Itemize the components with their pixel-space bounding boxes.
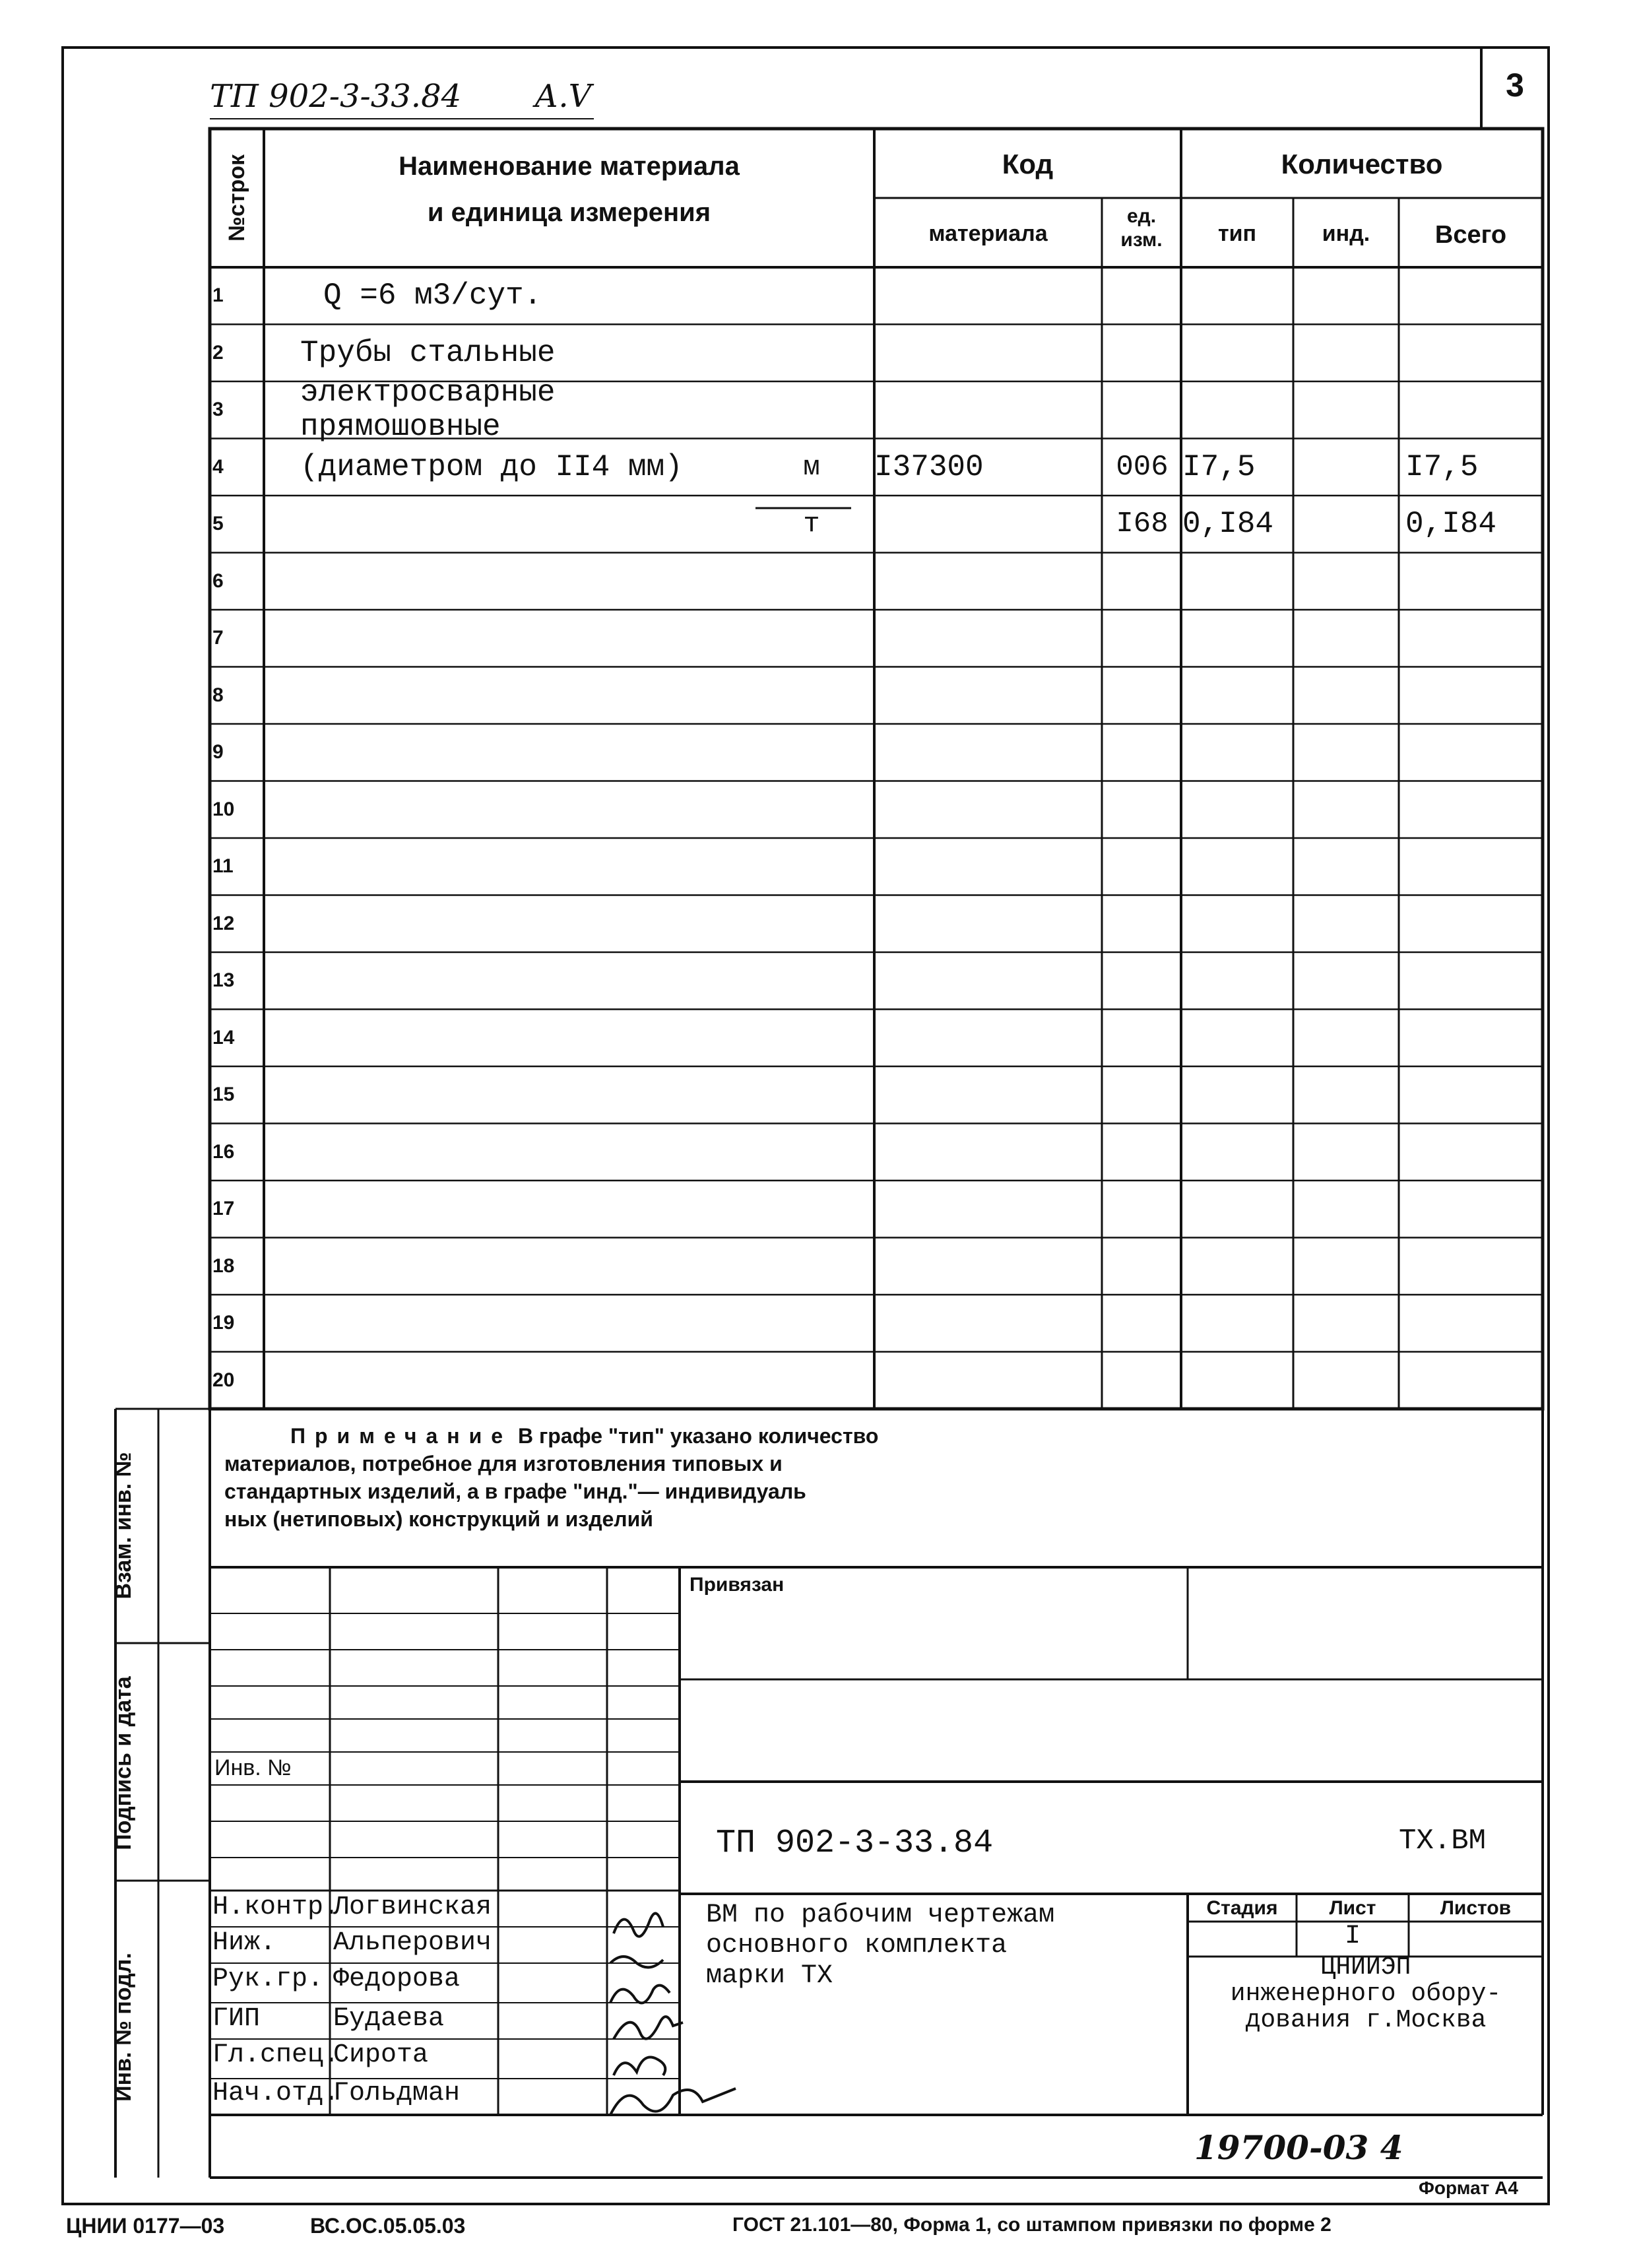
- row-number: 13: [212, 969, 235, 992]
- page-number: 3: [1506, 67, 1524, 104]
- row-number: 8: [212, 684, 224, 706]
- stamp-sheets-label: Листов: [1440, 1897, 1512, 1919]
- signer-role: ГИП: [212, 2004, 261, 2034]
- row-unit-code: [1103, 1066, 1181, 1124]
- signer-name: Федорова: [333, 1964, 461, 1994]
- org-line2: инженерного обору-: [1230, 1980, 1502, 2008]
- row-name: [300, 1010, 755, 1067]
- row-name: электросварные прямошовные: [300, 375, 556, 445]
- row-unit-code: [1103, 895, 1181, 953]
- row-unit: м: [803, 451, 820, 483]
- note-line1: В графе "тип" указано количество: [517, 1424, 879, 1448]
- stamp-title-line1: ВМ по рабочим чертежам: [706, 1900, 1055, 1930]
- row-unit: [755, 610, 868, 667]
- row-material-code: [874, 724, 1102, 781]
- row-ind-qty: [1295, 667, 1399, 725]
- row-unit-code: [1103, 1010, 1181, 1067]
- row-name: [300, 1352, 755, 1409]
- row-number: 17: [212, 1198, 235, 1220]
- row-name: [300, 1066, 755, 1124]
- row-name: [300, 496, 755, 553]
- row-type-qty: [1182, 381, 1293, 439]
- signer-name: Будаева: [333, 2004, 445, 2034]
- row-unit-code: [1103, 1352, 1181, 1409]
- col-name-header-line1: Наименование материала: [399, 152, 740, 181]
- signature-1: [614, 1914, 663, 1937]
- signature-4: [614, 2017, 683, 2039]
- row-ind-qty: [1295, 1295, 1399, 1352]
- row-unit: [755, 667, 868, 725]
- row-unit-code: [1103, 1124, 1181, 1181]
- signer-role: Ниж.: [212, 1928, 276, 1958]
- col-unit-header: ед. изм.: [1120, 205, 1163, 251]
- format-label: Формат А4: [1419, 2178, 1518, 2198]
- row-ind-qty: [1295, 1010, 1399, 1067]
- row-unit: [755, 553, 868, 610]
- row-type-qty: [1182, 1295, 1293, 1352]
- signer-name: Гольдман: [333, 2079, 461, 2108]
- row-type-qty: [1182, 1010, 1293, 1067]
- row-total-qty: [1405, 895, 1543, 953]
- note-line2: материалов, потребное для изготовления типовых и: [224, 1452, 783, 1475]
- row-unit-code: [1103, 267, 1181, 325]
- row-unit: [755, 1238, 868, 1295]
- row-material-code: [874, 1295, 1102, 1352]
- row-type-qty: [1182, 325, 1293, 382]
- row-type-qty: [1182, 667, 1293, 725]
- row-number: 18: [212, 1254, 235, 1277]
- row-material-code: [874, 838, 1102, 895]
- row-total-qty: [1405, 838, 1543, 895]
- footer-mid-code: ВС.ОС.05.05.03: [310, 2214, 466, 2238]
- signer-name: Сирота: [333, 2040, 429, 2070]
- row-total-qty: [1405, 610, 1543, 667]
- row-ind-qty: [1295, 781, 1399, 839]
- row-number: 6: [212, 569, 224, 592]
- row-unit: [755, 325, 868, 382]
- signature-5: [614, 2057, 665, 2076]
- row-total-qty: [1405, 553, 1543, 610]
- stamp-sheet-value: I: [1344, 1922, 1361, 1951]
- row-name: [300, 1238, 755, 1295]
- row-unit: [755, 267, 868, 325]
- row-unit-code: I68: [1116, 507, 1169, 541]
- row-number: 1: [212, 284, 224, 307]
- col-material-header: материала: [928, 221, 1048, 246]
- signer-role: Рук.гр.: [212, 1964, 324, 1994]
- col-ind-header: инд.: [1322, 221, 1370, 246]
- row-name: [300, 610, 755, 667]
- stamp-title: [706, 1900, 1054, 1992]
- row-name: Q =6 м3/сут.: [323, 278, 542, 313]
- row-name: [300, 1295, 755, 1352]
- signature-2: [610, 1957, 663, 1967]
- row-type-qty: [1182, 553, 1293, 610]
- row-name: [300, 724, 755, 781]
- row-total-qty: I7,5: [1405, 449, 1479, 484]
- row-name: [300, 553, 755, 610]
- row-total-qty: [1405, 1124, 1543, 1181]
- stamp-title-line3: марки ТХ: [706, 1961, 833, 1991]
- row-unit: [755, 1124, 868, 1181]
- row-number: 14: [212, 1026, 235, 1049]
- stamp-doc-code: ТП 902-3-33.84: [716, 1825, 994, 1862]
- row-unit: [755, 781, 868, 839]
- row-total-qty: [1405, 781, 1543, 839]
- row-unit-code: [1103, 553, 1181, 610]
- signer-role: Н.контр.: [212, 1893, 340, 1922]
- row-material-code: [874, 667, 1102, 725]
- row-unit: [755, 724, 868, 781]
- row-total-qty: [1405, 1238, 1543, 1295]
- row-total-qty: [1405, 1295, 1543, 1352]
- footer-gost: ГОСТ 21.101—80, Форма 1, со штампом привязки по форме 2: [732, 2214, 1332, 2236]
- row-type-qty: [1182, 610, 1293, 667]
- row-total-qty: [1405, 952, 1543, 1010]
- row-material-code: [874, 952, 1102, 1010]
- header-doc-code: ТП 902-3-33.84: [210, 78, 462, 115]
- col-code-header: Код: [1002, 148, 1054, 179]
- row-type-qty: [1182, 1066, 1293, 1124]
- stamp-stage-label: Стадия: [1206, 1897, 1278, 1919]
- row-number: 2: [212, 341, 224, 364]
- row-type-qty: I7,5: [1182, 449, 1256, 484]
- row-unit-code: [1103, 724, 1181, 781]
- org-line3: дования г.Москва: [1245, 2006, 1487, 2034]
- row-unit: [755, 895, 868, 953]
- row-unit-code: 006: [1116, 450, 1169, 484]
- row-material-code: [874, 1181, 1102, 1238]
- row-number: 10: [212, 798, 235, 820]
- side-label-podpis: Подпись и дата: [111, 1676, 136, 1850]
- row-unit-code: [1103, 838, 1181, 895]
- row-material-code: [874, 553, 1102, 610]
- col-quantity-header: Количество: [1281, 148, 1443, 179]
- note-line3: стандартных изделий, а в графе "инд."— индивидуаль: [224, 1479, 806, 1503]
- row-total-qty: [1405, 667, 1543, 725]
- row-unit-code: [1103, 667, 1181, 725]
- row-number: 11: [212, 855, 234, 878]
- row-ind-qty: [1295, 1066, 1399, 1124]
- row-number: 5: [212, 513, 224, 535]
- row-type-qty: [1182, 838, 1293, 895]
- row-ind-qty: [1295, 496, 1399, 553]
- note-block: [224, 1422, 1537, 1533]
- row-total-qty: [1405, 267, 1543, 325]
- row-type-qty: [1182, 1124, 1293, 1181]
- stamp-sheet-label: Лист: [1329, 1897, 1376, 1919]
- stamp-title-line2: основного комплекта: [706, 1931, 1008, 1960]
- row-material-code: [874, 1124, 1102, 1181]
- signer-role: Нач.отд.: [212, 2079, 340, 2108]
- row-name: [300, 781, 755, 839]
- row-total-qty: [1405, 325, 1543, 382]
- row-name: [300, 895, 755, 953]
- row-number: 19: [212, 1312, 235, 1334]
- row-ind-qty: [1295, 610, 1399, 667]
- row-name: Трубы стальные: [300, 335, 556, 370]
- row-ind-qty: [1295, 325, 1399, 382]
- stamp-inv-no: Инв. №: [214, 1755, 292, 1780]
- row-total-qty: [1405, 724, 1543, 781]
- row-ind-qty: [1295, 267, 1399, 325]
- row-unit-code: [1103, 781, 1181, 839]
- row-total-qty: [1405, 1010, 1543, 1067]
- col-name-header-line2: и единица измерения: [427, 198, 711, 227]
- row-name: [300, 1124, 755, 1181]
- row-ind-qty: [1295, 1352, 1399, 1409]
- row-ind-qty: [1295, 553, 1399, 610]
- row-unit: т: [803, 508, 820, 540]
- row-unit: [755, 952, 868, 1010]
- row-number: 4: [212, 455, 224, 478]
- note-line4: ных (нетиповых) конструкций и изделий: [224, 1507, 653, 1531]
- row-type-qty: [1182, 952, 1293, 1010]
- row-unit: [755, 1352, 868, 1409]
- row-unit-code: [1103, 610, 1181, 667]
- signer-role: Гл.спец.: [212, 2040, 340, 2070]
- row-unit: [755, 1010, 868, 1067]
- row-ind-qty: [1295, 1124, 1399, 1181]
- row-number: 12: [212, 912, 235, 934]
- row-number: 15: [212, 1084, 235, 1106]
- col-total-header: Всего: [1434, 221, 1507, 249]
- row-ind-qty: [1295, 895, 1399, 953]
- col-row-number-header: №строк: [224, 154, 249, 242]
- stamp-organization: [1191, 1955, 1541, 2034]
- row-material-code: [874, 1352, 1102, 1409]
- row-total-qty: [1405, 1352, 1543, 1409]
- row-unit: [755, 381, 868, 439]
- row-unit-code: [1103, 952, 1181, 1010]
- row-material-code: [874, 1066, 1102, 1124]
- side-label-inv-podl: Инв. № подл.: [111, 1953, 136, 2102]
- stamp-privyazan: Привязан: [690, 1574, 785, 1596]
- header-album: А.V: [534, 78, 592, 115]
- row-unit: [755, 1181, 868, 1238]
- row-material-code: [874, 1238, 1102, 1295]
- row-material-code: I37300: [874, 449, 984, 484]
- row-total-qty: [1405, 381, 1543, 439]
- row-material-code: [874, 1010, 1102, 1067]
- row-type-qty: [1182, 781, 1293, 839]
- row-unit-code: [1103, 1295, 1181, 1352]
- footer-left-code: ЦНИИ 0177—03: [66, 2214, 225, 2238]
- row-material-code: [874, 381, 1102, 439]
- row-name: [300, 952, 755, 1010]
- row-type-qty: [1182, 267, 1293, 325]
- row-material-code: [874, 610, 1102, 667]
- row-name: [300, 667, 755, 725]
- row-ind-qty: [1295, 381, 1399, 439]
- row-ind-qty: [1295, 439, 1399, 496]
- row-ind-qty: [1295, 952, 1399, 1010]
- row-ind-qty: [1295, 1181, 1399, 1238]
- row-name: [300, 838, 755, 895]
- row-unit-code: [1103, 381, 1181, 439]
- signature-6: [610, 2089, 736, 2115]
- signature-3: [610, 1986, 670, 2003]
- row-number: 3: [212, 399, 224, 421]
- row-number: 7: [212, 627, 224, 649]
- row-type-qty: [1182, 1238, 1293, 1295]
- row-material-code: [874, 325, 1102, 382]
- row-type-qty: [1182, 895, 1293, 953]
- row-name: (диаметром до II4 мм): [300, 449, 683, 484]
- row-ind-qty: [1295, 838, 1399, 895]
- side-label-vzam: Взам. инв. №: [111, 1452, 136, 1600]
- row-ind-qty: [1295, 1238, 1399, 1295]
- row-total-qty: [1405, 1066, 1543, 1124]
- row-total-qty: 0,I84: [1405, 507, 1497, 542]
- col-type-header: тип: [1217, 221, 1257, 246]
- row-type-qty: [1182, 724, 1293, 781]
- row-name: [300, 1181, 755, 1238]
- org-line1: ЦНИИЭП: [1320, 1953, 1411, 1982]
- row-unit-code: [1103, 1238, 1181, 1295]
- row-material-code: [874, 781, 1102, 839]
- signer-name: Логвинская: [333, 1893, 492, 1922]
- row-ind-qty: [1295, 724, 1399, 781]
- row-unit-code: [1103, 325, 1181, 382]
- row-number: 9: [212, 741, 224, 763]
- archive-number: 19700-03 4: [1194, 2128, 1403, 2167]
- row-type-qty: 0,I84: [1182, 507, 1274, 542]
- row-type-qty: [1182, 1352, 1293, 1409]
- row-type-qty: [1182, 1181, 1293, 1238]
- signer-name: Альперович: [333, 1928, 492, 1958]
- row-total-qty: [1405, 1181, 1543, 1238]
- row-unit-code: [1103, 1181, 1181, 1238]
- row-material-code: [874, 267, 1102, 325]
- row-unit: [755, 838, 868, 895]
- row-unit: [755, 1295, 868, 1352]
- row-material-code: [874, 496, 1102, 553]
- stamp-mark: ТХ.ВМ: [1399, 1825, 1487, 1858]
- row-unit: [755, 1066, 868, 1124]
- row-material-code: [874, 895, 1102, 953]
- row-number: 20: [212, 1369, 235, 1391]
- note-title: Примечание: [290, 1424, 513, 1448]
- row-number: 16: [212, 1140, 235, 1163]
